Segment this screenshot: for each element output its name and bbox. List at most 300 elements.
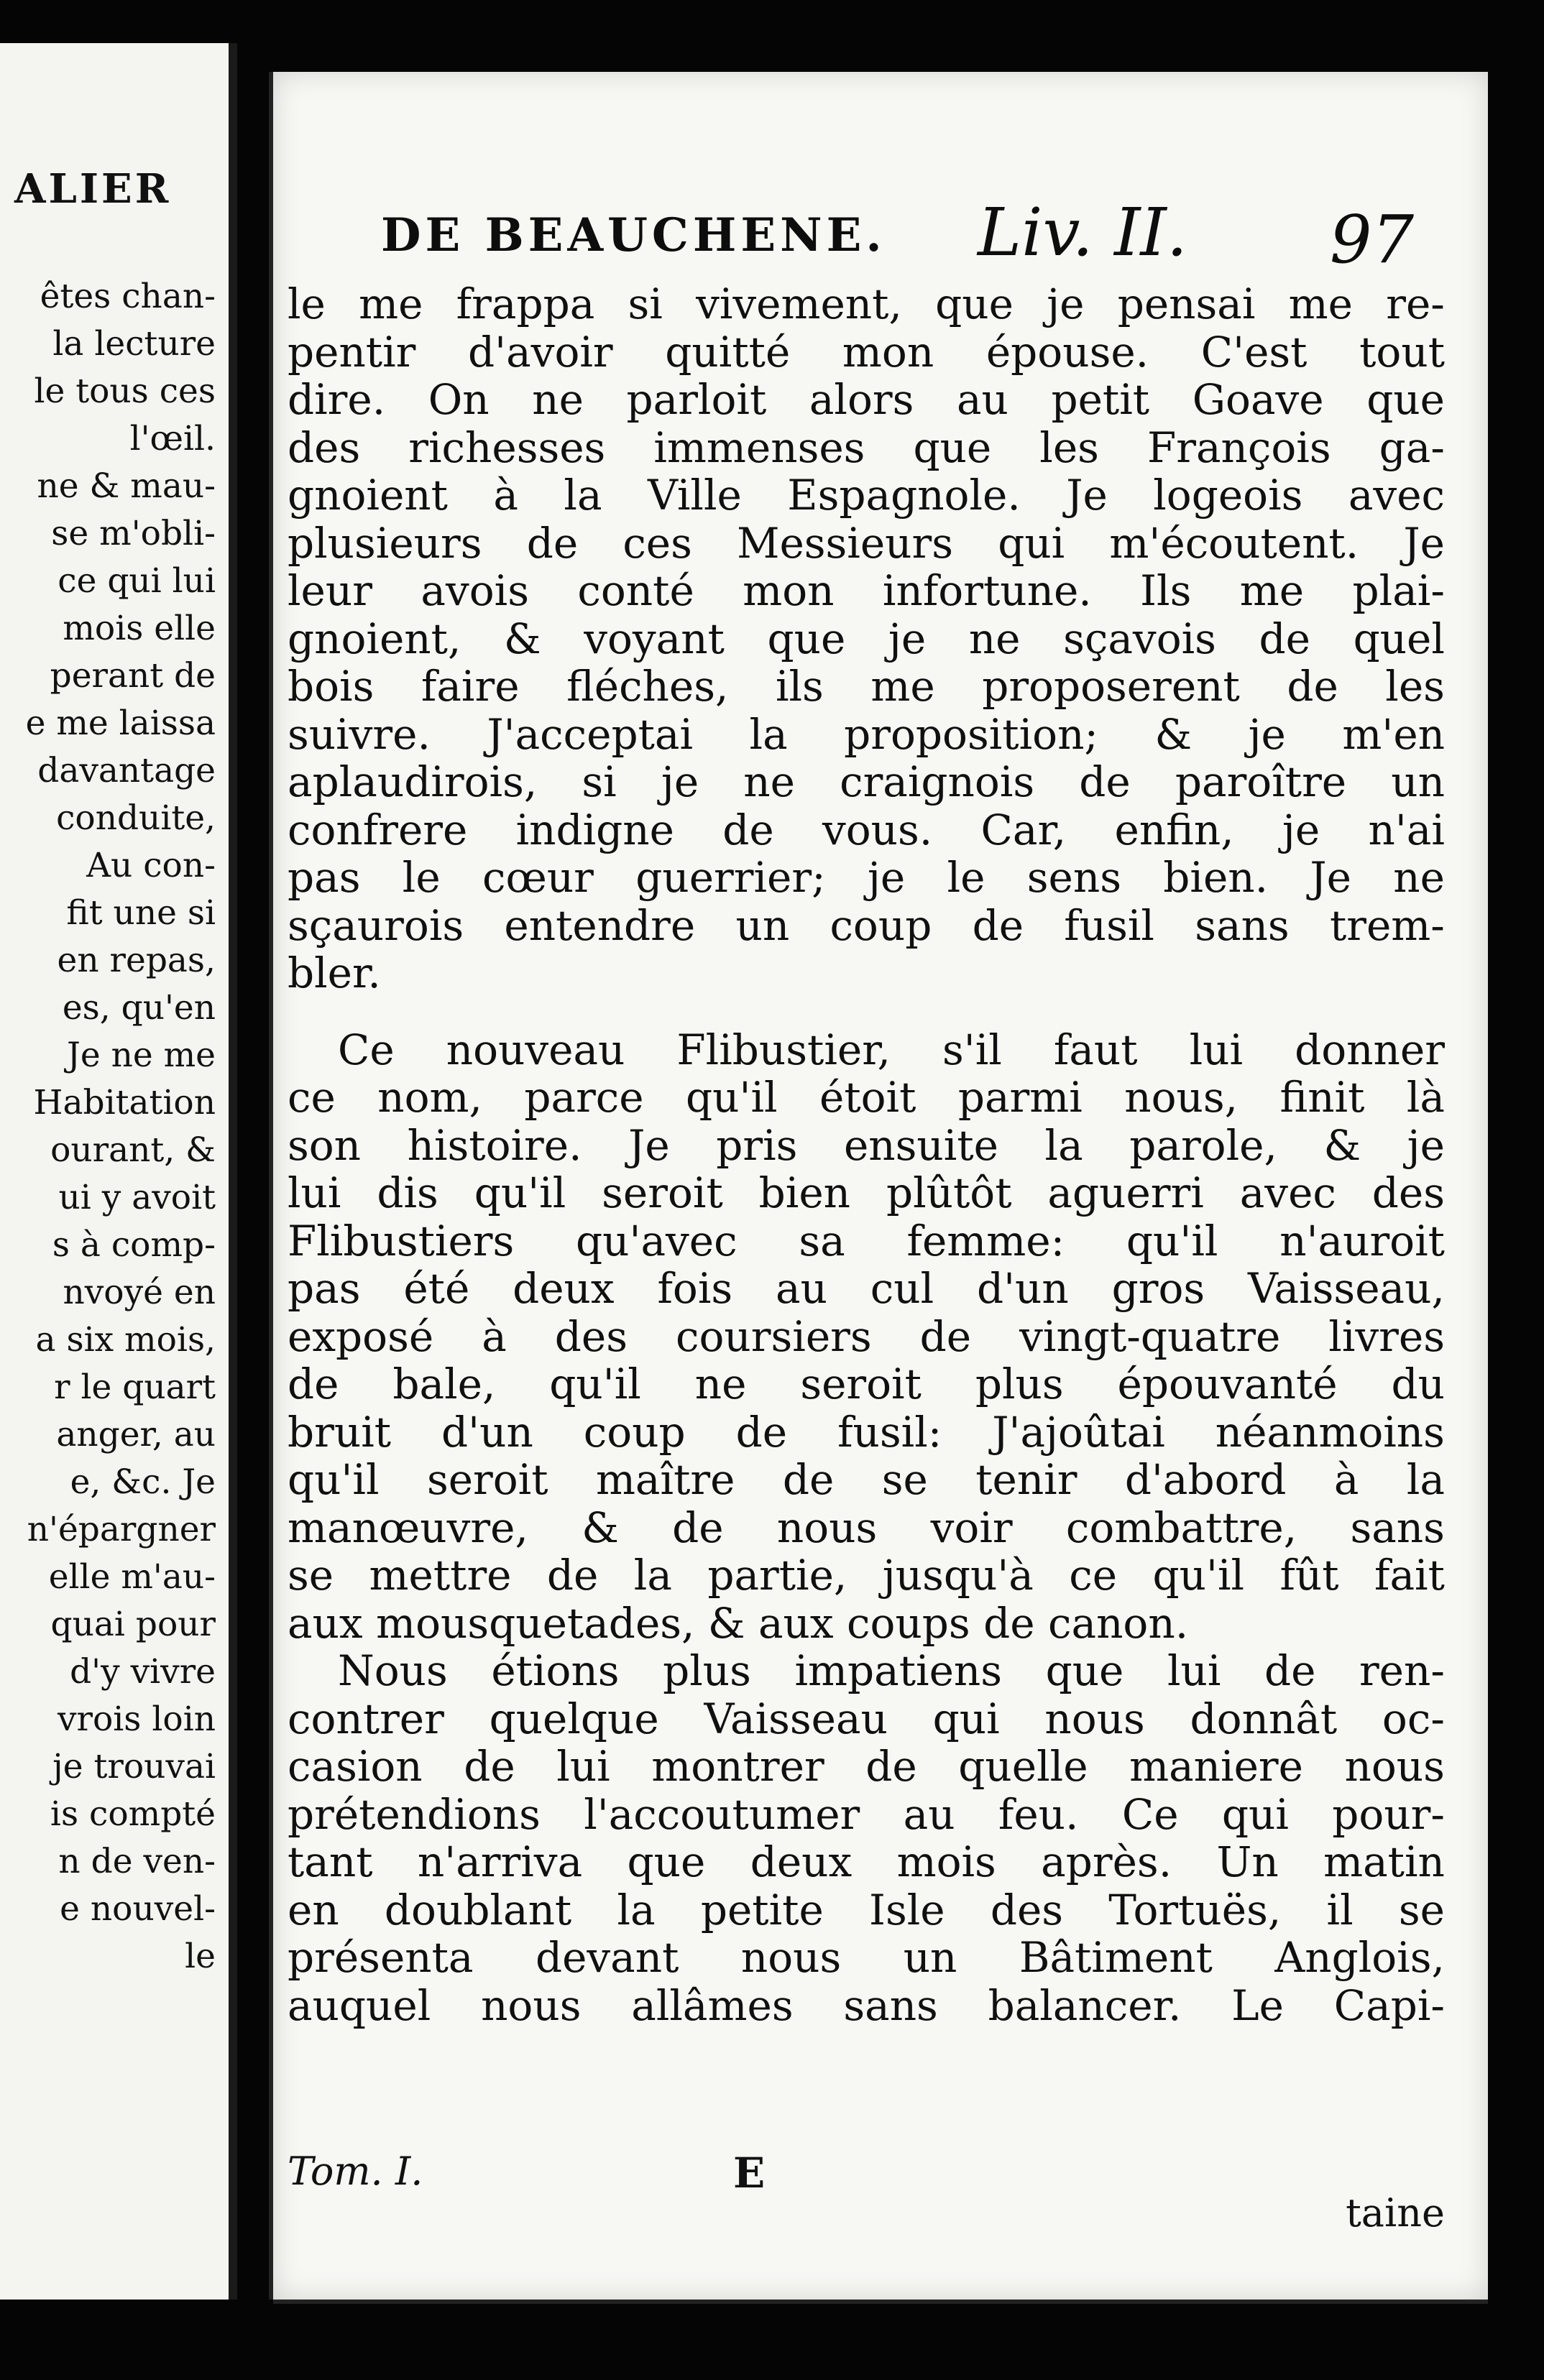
word: sans: [843, 1980, 938, 2030]
word: de: [1287, 662, 1338, 711]
word: craignois: [840, 757, 1035, 806]
word: la: [564, 471, 602, 520]
word: Vaisseau: [704, 1694, 888, 1743]
word: des: [554, 1311, 628, 1361]
text-line: aux mousquetades, & aux coups de canon.: [288, 1598, 1189, 1648]
text-line: [288, 1265, 1445, 1313]
word: nous: [481, 1980, 582, 2030]
left-text-line: ourant, &: [50, 1130, 216, 1170]
word: maître: [595, 1455, 735, 1504]
word: pentir: [288, 327, 416, 377]
word: que: [767, 614, 846, 663]
word: François: [1146, 423, 1331, 472]
word: allâmes: [631, 1980, 794, 2030]
running-head-book: Liv. II.: [978, 194, 1187, 271]
text-line: [288, 1360, 1445, 1408]
word: donner: [1295, 1025, 1445, 1074]
word: Je: [1310, 853, 1351, 902]
word: aplaudirois,: [288, 757, 538, 806]
word: là: [1406, 1073, 1445, 1122]
left-text-line: a six mois,: [35, 1320, 216, 1360]
word: confrere: [288, 805, 468, 854]
word: au: [956, 375, 1008, 424]
word: la: [749, 709, 788, 759]
word: au: [903, 1789, 955, 1839]
left-text-line: se m'obli-: [51, 514, 216, 553]
word: qu'il: [474, 1168, 566, 1217]
word: finit: [1279, 1073, 1365, 1122]
word: pris: [716, 1120, 798, 1170]
word: épouvanté: [1117, 1360, 1338, 1408]
word: maniere: [1129, 1742, 1303, 1791]
word: proposerent: [982, 662, 1240, 711]
word: Goave: [1192, 375, 1324, 424]
text-line: [288, 1217, 1445, 1265]
word: Messieurs: [737, 518, 954, 568]
word: guerrier;: [635, 853, 826, 902]
left-text-line: es, qu'en: [62, 988, 216, 1028]
word: Tortuës,: [1108, 1885, 1282, 1934]
word: je: [1407, 1120, 1445, 1170]
word: des: [990, 1885, 1064, 1934]
left-text-line: davantage: [37, 751, 216, 790]
word: ce: [288, 1073, 336, 1122]
word: sa: [799, 1216, 845, 1265]
word: avois: [421, 566, 529, 615]
word: de: [546, 1551, 599, 1600]
word: dire.: [288, 375, 386, 424]
word: devant: [535, 1933, 679, 1982]
word: prétendions: [288, 1789, 541, 1839]
text-line: [288, 1791, 1445, 1839]
word: Le: [1231, 1980, 1284, 2030]
word: paroître: [1175, 757, 1347, 806]
text-line: [288, 1026, 1445, 1074]
word: qu'il: [1152, 1551, 1245, 1600]
word: gnoient,: [288, 614, 461, 663]
word: contrer: [288, 1694, 444, 1743]
word: Ils: [1140, 566, 1192, 615]
word: le: [402, 853, 441, 902]
word: combattre,: [1065, 1503, 1297, 1552]
word: m'en: [1342, 709, 1445, 759]
word: J'acceptai: [487, 709, 694, 759]
left-text-line: elle m'au-: [48, 1557, 216, 1597]
word: C'est: [1200, 327, 1308, 377]
word: plus: [663, 1646, 751, 1695]
word: Bâtiment: [1019, 1933, 1213, 1982]
word: cul: [870, 1264, 934, 1313]
word: de: [672, 1503, 724, 1552]
text-line: [288, 1934, 1445, 1982]
text-line: [288, 902, 1445, 950]
signature-mark: E: [733, 2149, 766, 2197]
word: nouveau: [446, 1025, 625, 1074]
word: pas: [288, 1264, 361, 1313]
word: je: [867, 853, 906, 902]
word: voir: [930, 1503, 1013, 1552]
left-text-line: perant de: [50, 656, 216, 696]
word: fois: [657, 1264, 733, 1313]
word: partie,: [707, 1551, 847, 1600]
text-line: [288, 615, 1445, 663]
word: nous: [1044, 1694, 1145, 1743]
word: Vaisseau,: [1247, 1264, 1445, 1313]
word: Nous: [338, 1646, 448, 1695]
word: auquel: [288, 1980, 431, 2030]
word: ren-: [1359, 1646, 1445, 1695]
word: Ce: [338, 1025, 395, 1074]
word: de: [722, 805, 774, 854]
page-left-border: [269, 72, 273, 2300]
page-bottom-border: [273, 2300, 1488, 2304]
left-text-line: en repas,: [57, 941, 216, 980]
word: &: [582, 1503, 619, 1552]
word: de: [1259, 614, 1310, 663]
left-text-line: fit une si: [66, 893, 216, 933]
left-text-line: anger, au: [56, 1415, 216, 1454]
text-line: [288, 280, 1445, 328]
word: je: [888, 614, 927, 663]
left-text-line: ne & mau-: [37, 466, 216, 506]
text-line: [288, 328, 1445, 377]
text-line: [288, 1074, 1445, 1122]
word: Je: [628, 1120, 670, 1170]
word: sçaurois: [288, 900, 464, 950]
word: indigne: [515, 805, 674, 854]
word: Flibustier,: [676, 1025, 891, 1074]
word: doublant: [384, 1885, 572, 1934]
word: Car,: [980, 805, 1067, 854]
word: lui: [1189, 1025, 1244, 1074]
word: qui: [932, 1694, 1000, 1743]
word: en: [288, 1885, 339, 1934]
word: parloit: [626, 375, 767, 424]
word: d'un: [976, 1264, 1069, 1313]
word: exposé: [288, 1311, 434, 1361]
word: cœur: [482, 853, 594, 902]
word: la: [1406, 1455, 1445, 1504]
word: enfin,: [1114, 805, 1234, 854]
word: à: [482, 1311, 507, 1361]
text-line: [288, 854, 1445, 902]
word: ne: [694, 1360, 747, 1408]
word: proposition;: [844, 709, 1098, 759]
word: si: [582, 757, 617, 806]
word: parce: [524, 1073, 644, 1122]
page-number: 97: [1330, 201, 1415, 278]
word: ne: [1393, 853, 1445, 902]
word: pensai: [1117, 280, 1256, 328]
word: me: [870, 662, 935, 711]
word: des: [288, 423, 361, 472]
word: d'un: [441, 1407, 533, 1457]
text-line: [288, 711, 1445, 759]
text-line: bler.: [288, 949, 381, 997]
word: que: [913, 423, 992, 472]
word: mon: [743, 566, 835, 615]
word: Ce: [1121, 1789, 1179, 1839]
word: Espagnole.: [787, 471, 1021, 520]
volume-mark: Tom. I.: [288, 2149, 423, 2194]
word: sens: [1026, 853, 1121, 902]
word: qu'il: [549, 1360, 641, 1408]
word: alors: [809, 375, 914, 424]
word: oc-: [1382, 1694, 1445, 1743]
word: ne: [968, 614, 1021, 663]
word: la: [617, 1885, 656, 1934]
word: trem-: [1329, 900, 1445, 950]
word: mois: [896, 1837, 996, 1886]
text-line: [288, 1743, 1445, 1791]
word: fusil: [1064, 900, 1154, 950]
left-text-line: r le quart: [54, 1367, 216, 1407]
word: de: [735, 1407, 788, 1457]
word: Capi-: [1333, 1980, 1445, 2030]
word: mon: [842, 327, 934, 377]
word: femme:: [906, 1216, 1065, 1265]
word: bale,: [392, 1360, 496, 1408]
text-line: [288, 424, 1445, 472]
word: ne: [743, 757, 795, 806]
word: tenir: [975, 1455, 1077, 1504]
text-line: [288, 663, 1445, 711]
word: présenta: [288, 1933, 474, 1982]
word: quel: [1353, 614, 1445, 663]
left-page-text: [0, 273, 216, 1980]
word: étions: [491, 1646, 620, 1695]
word: leur: [288, 566, 372, 615]
word: je: [1248, 709, 1286, 759]
word: matin: [1323, 1837, 1445, 1886]
word: un: [735, 900, 790, 950]
left-text-line: le: [185, 1937, 216, 1976]
word: seroit: [426, 1455, 548, 1504]
word: le: [947, 853, 985, 902]
word: son: [288, 1120, 362, 1170]
word: livres: [1328, 1311, 1445, 1361]
word: n'ai: [1368, 805, 1445, 854]
left-text-line: quai pour: [50, 1605, 216, 1644]
word: après.: [1041, 1837, 1172, 1886]
word: Isle: [869, 1885, 945, 1934]
word: d'abord: [1124, 1455, 1287, 1504]
word: montrer: [651, 1742, 824, 1791]
left-text-line: Au con-: [86, 846, 216, 885]
text-line: [288, 1886, 1445, 1934]
word: sans: [1350, 1503, 1445, 1552]
text-line: [288, 758, 1445, 806]
word: infortune.: [882, 566, 1092, 615]
word: nous,: [1124, 1073, 1239, 1122]
word: avec: [1348, 471, 1445, 520]
left-text-line: is compté: [50, 1794, 216, 1834]
text-line: [288, 1695, 1445, 1743]
word: me: [359, 280, 423, 328]
word: qu'il: [288, 1455, 380, 1504]
word: n'auroit: [1279, 1216, 1445, 1265]
word: lui: [1167, 1646, 1221, 1695]
word: histoire.: [407, 1120, 582, 1170]
word: plusieurs: [288, 518, 482, 568]
word: fusil:: [837, 1407, 942, 1457]
left-text-line: nvoyé en: [63, 1273, 216, 1312]
running-head: [381, 194, 1423, 280]
word: donnât: [1190, 1694, 1338, 1743]
word: ils: [775, 662, 824, 711]
text-line: [288, 1169, 1445, 1217]
word: sans: [1195, 900, 1290, 950]
word: coup: [583, 1407, 686, 1457]
word: gnoient: [288, 471, 448, 520]
word: de: [288, 1360, 339, 1408]
text-line: [288, 806, 1445, 854]
word: il: [1326, 1885, 1354, 1934]
word: qui: [998, 518, 1065, 568]
word: bois: [288, 662, 374, 711]
word: je: [661, 757, 699, 806]
word: la: [633, 1551, 672, 1600]
word: faut: [1053, 1025, 1138, 1074]
word: ensuite: [843, 1120, 998, 1170]
text-line: [288, 1408, 1445, 1457]
word: n'arriva: [417, 1837, 583, 1886]
word: ne: [532, 375, 584, 424]
word: bien: [758, 1168, 851, 1217]
word: Un: [1216, 1837, 1279, 1886]
text-line: [288, 1551, 1445, 1600]
text-line: [288, 1313, 1445, 1361]
left-text-line: l'œil.: [129, 419, 216, 458]
word: à: [493, 471, 518, 520]
word: fait: [1374, 1551, 1445, 1600]
left-text-line: Je ne me: [66, 1036, 216, 1075]
page-gutter-edge: [229, 43, 237, 2300]
word: de: [1079, 757, 1131, 806]
text-line: [288, 1838, 1445, 1886]
word: feu.: [998, 1789, 1079, 1839]
word: de: [1264, 1646, 1316, 1695]
word: bruit: [288, 1407, 392, 1457]
word: re-: [1386, 280, 1445, 328]
word: je: [1282, 805, 1320, 854]
word: tant: [288, 1837, 373, 1886]
word: de: [782, 1455, 835, 1504]
left-text-line: e, &c. Je: [70, 1462, 216, 1502]
text-line: [288, 1982, 1445, 2030]
word: de: [972, 900, 1024, 950]
word: immenses: [653, 423, 865, 472]
word: petit: [1051, 375, 1150, 424]
word: dis: [377, 1168, 438, 1217]
word: me: [1288, 280, 1353, 328]
word: des: [1371, 1168, 1445, 1217]
word: épouse.: [985, 327, 1149, 377]
left-text-line: n de ven-: [58, 1842, 216, 1881]
left-text-line: s à comp-: [52, 1225, 216, 1265]
word: avec: [1239, 1168, 1336, 1217]
text-line: [288, 471, 1445, 520]
word: qu'il: [1126, 1216, 1218, 1265]
word: On: [428, 375, 490, 424]
text-line: [288, 567, 1445, 615]
body-text: [288, 280, 1445, 2029]
word: jusqu'à: [882, 1551, 1034, 1600]
running-head-title: DE BEAUCHENE.: [381, 208, 886, 262]
catchword: taine: [1346, 2190, 1445, 2236]
word: je: [1047, 280, 1085, 328]
word: gros: [1111, 1264, 1205, 1313]
word: qu'il: [686, 1073, 778, 1122]
word: impatiens: [794, 1646, 1003, 1695]
left-text-line: Habitation: [33, 1083, 216, 1122]
word: ga-: [1379, 423, 1445, 472]
word: que: [627, 1837, 706, 1886]
left-text-line: la lecture: [52, 324, 216, 364]
word: ces: [622, 518, 692, 568]
word: la: [1044, 1120, 1083, 1170]
word: vous.: [822, 805, 933, 854]
word: bien.: [1163, 853, 1269, 902]
word: voyant: [584, 614, 725, 663]
word: conté: [577, 566, 694, 615]
word: manœuvre,: [288, 1503, 528, 1552]
word: seroit: [800, 1360, 922, 1408]
right-page: [273, 72, 1488, 2300]
left-text-line: êtes chan-: [40, 277, 216, 316]
word: de: [464, 1742, 515, 1791]
left-text-line: ce qui lui: [58, 561, 216, 601]
word: vingt-quatre: [1019, 1311, 1281, 1361]
left-text-line: ui y avoit: [58, 1178, 216, 1217]
word: parmi: [957, 1073, 1083, 1122]
word: richesses: [408, 423, 606, 472]
word: plus: [975, 1360, 1064, 1408]
text-line: [288, 520, 1445, 568]
word: qui: [1221, 1789, 1289, 1839]
word: tout: [1359, 327, 1445, 377]
word: que: [1366, 375, 1445, 424]
word: de: [526, 518, 579, 568]
word: été: [403, 1264, 470, 1313]
word: que: [935, 280, 1014, 328]
text-line: [288, 1456, 1445, 1504]
word: &: [503, 614, 541, 663]
word: sçavois: [1063, 614, 1216, 663]
word: néanmoins: [1215, 1407, 1445, 1457]
word: coursiers: [676, 1311, 872, 1361]
word: se: [881, 1455, 928, 1504]
word: nom,: [377, 1073, 482, 1122]
word: pour-: [1332, 1789, 1445, 1839]
word: s'il: [942, 1025, 1002, 1074]
word: vivement,: [696, 280, 902, 328]
word: quelle: [958, 1742, 1088, 1791]
left-text-line: mois elle: [63, 609, 216, 648]
paragraph-gap: [288, 997, 1445, 1026]
word: fût: [1279, 1551, 1339, 1600]
word: mettre: [369, 1551, 512, 1600]
word: entendre: [504, 900, 696, 950]
word: étoit: [819, 1073, 916, 1122]
word: se: [1398, 1885, 1445, 1934]
left-text-line: n'épargner: [27, 1510, 216, 1549]
word: casion: [288, 1742, 423, 1791]
left-page-fragment: [0, 43, 237, 2300]
text-line: [288, 376, 1445, 424]
word: deux: [513, 1264, 615, 1313]
word: petite: [700, 1885, 824, 1934]
